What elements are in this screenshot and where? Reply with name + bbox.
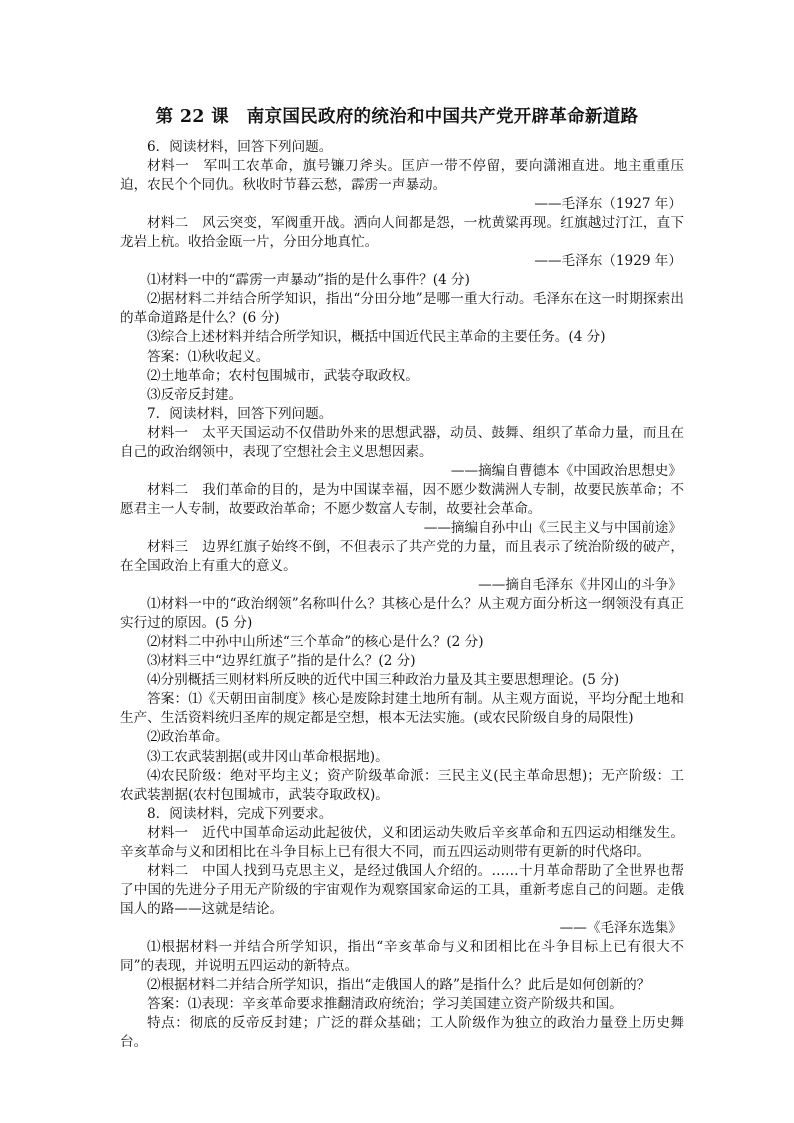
q8-material-1: 材料一 近代中国革命运动此起彼伏，义和团运动失败后辛亥革命和五四运动相继发生。辛亥革命与义和团相比在斗争目标上已有很大不同，而五四运动则带有更新的时代烙印。 [120, 824, 684, 860]
q7-material-3: 材料三 边界红旗子始终不倒，不但表示了共产党的力量，而且表示了统治阶级的破产，在全国政治上有重大的意义。 [120, 538, 684, 575]
q8-answer-1: 答案：⑴表现：辛亥革命要求推翻清政府统治；学习美国建立资产阶级共和国。 [147, 996, 623, 1013]
q7-question-2: ⑵材料二中孙中山所述“三个革命”的核心是什么？(2 分) [147, 634, 484, 651]
q7-question-1: ⑴材料一中的“政治纲领”名称叫什么？其核心是什么？从主观方面分析这一纲领没有真正实行过的原因。(5 分) [120, 596, 684, 632]
q8-question-2: ⑵根据材料二并结合所学知识，指出“走俄国人的路”是指什么？此后是如何创新的？ [147, 977, 651, 994]
q6-material-1: 材料一 军叫工农革命，旗号镰刀斧头。匡庐一带不停留，要向潇湘直进。地主重重压迫，农民个个同仇。秋收时节暮云愁，霹雳一声暴动。 [120, 158, 684, 194]
q6-material-2: 材料二 风云突变，军阀重开战。洒向人间都是怨，一枕黄粱再现。红旗越过汀江，直下龙岩上杭。收拾金瓯一片，分田分地真忙。 [120, 215, 684, 251]
q8-material-2-source: ——《毛泽东选集》 [559, 919, 682, 936]
q6-intro: 6．阅读材料，回答下列问题。 [147, 139, 333, 155]
q7-question-3: ⑶材料三中“边界红旗子”指的是什么？(2 分) [147, 653, 416, 670]
q6-material-1-source: ——毛泽东（1927 年） [534, 196, 682, 213]
q8-answer-1-features: 特点：彻底的反帝反封建；广泛的群众基础；工人阶级作为独立的政治力量登上历史舞台。 [120, 1015, 684, 1051]
q7-material-2: 材料二 我们革命的目的，是为中国谋幸福，因不愿少数满洲人专制，故要民族革命；不愿君主一人专制，故要政治革命；不愿少数富人专制，故要社会革命。 [120, 481, 684, 517]
content-column [120, 138, 684, 1052]
q6-material-2-source: ——毛泽东（1929 年） [534, 253, 682, 270]
q7-answer-1: 答案：⑴《天朝田亩制度》核心是废除封建土地所有制。从主观方面说，平均分配土地和生产、生活资料统归圣库的规定都是空想，根本无法实施。(或农民阶级自身的局限性) [120, 691, 684, 727]
q6-answer-3: ⑶反帝反封建。 [147, 386, 243, 403]
page-title: 第 22 课 南京国民政府的统治和中国共产党开辟革命新道路 [155, 107, 639, 127]
q7-answer-4: ⑷农民阶级：绝对平均主义；资产阶级革命派：三民主义(民主革命思想)；无产阶级：工农武装割据(农村包围城市，武装夺取政权)。 [120, 767, 684, 803]
q8-intro: 8．阅读材料，完成下列要求。 [147, 805, 333, 822]
q7-answer-2: ⑵政治革命。 [147, 729, 229, 746]
q8-material-2: 材料二 中国人找到马克思主义，是经过俄国人介绍的。……十月革命帮助了全世界也帮了中国的先进分子用无产阶级的宇宙观作为观察国家命运的工具，重新考虑自己的问题。走俄国人的路——这就是结论。 [120, 862, 684, 917]
q8-question-1: ⑴根据材料一并结合所学知识，指出“辛亥革命与义和团相比在斗争目标上已有很大不同”的表现，并说明五四运动的新特点。 [120, 938, 684, 975]
q7-material-1: 材料一 太平天国运动不仅借助外来的思想武器，动员、鼓舞、组织了革命力量，而且在自己的政治纲领中，表现了空想社会主义思想因素。 [120, 424, 684, 460]
q6-question-1: ⑴材料一中的“霹雳一声暴动”指的是什么事件？(4 分) [147, 272, 470, 289]
q6-answer-1: 答案：⑴秋收起义。 [147, 348, 270, 365]
q7-intro: 7．阅读材料，回答下列问题。 [147, 405, 333, 422]
q6-question-2: ⑵据材料二并结合所学知识，指出“分田分地”是哪一重大行动。毛泽东在这一时期探索出的革命道路是什么？(6 分) [120, 291, 684, 327]
q7-question-4: ⑷分别概括三则材料所反映的近代中国三种政治力量及其主要思想理论。(5 分) [147, 672, 620, 689]
q7-material-2-source: ——摘编自孙中山《三民主义与中国前途》 [423, 519, 682, 536]
q6-answer-2: ⑵土地革命；农村包围城市，武装夺取政权。 [147, 367, 419, 384]
q7-material-1-source: ——摘编自曹德本《中国政治思想史》 [450, 462, 682, 479]
q6-question-3: ⑶综合上述材料并结合所学知识，概括中国近代民主革命的主要任务。(4 分) [147, 329, 606, 346]
q7-material-3-source: ——摘自毛泽东《井冈山的斗争》 [478, 577, 682, 594]
q7-answer-3: ⑶工农武装割据(或井冈山革命根据地)。 [147, 748, 389, 765]
